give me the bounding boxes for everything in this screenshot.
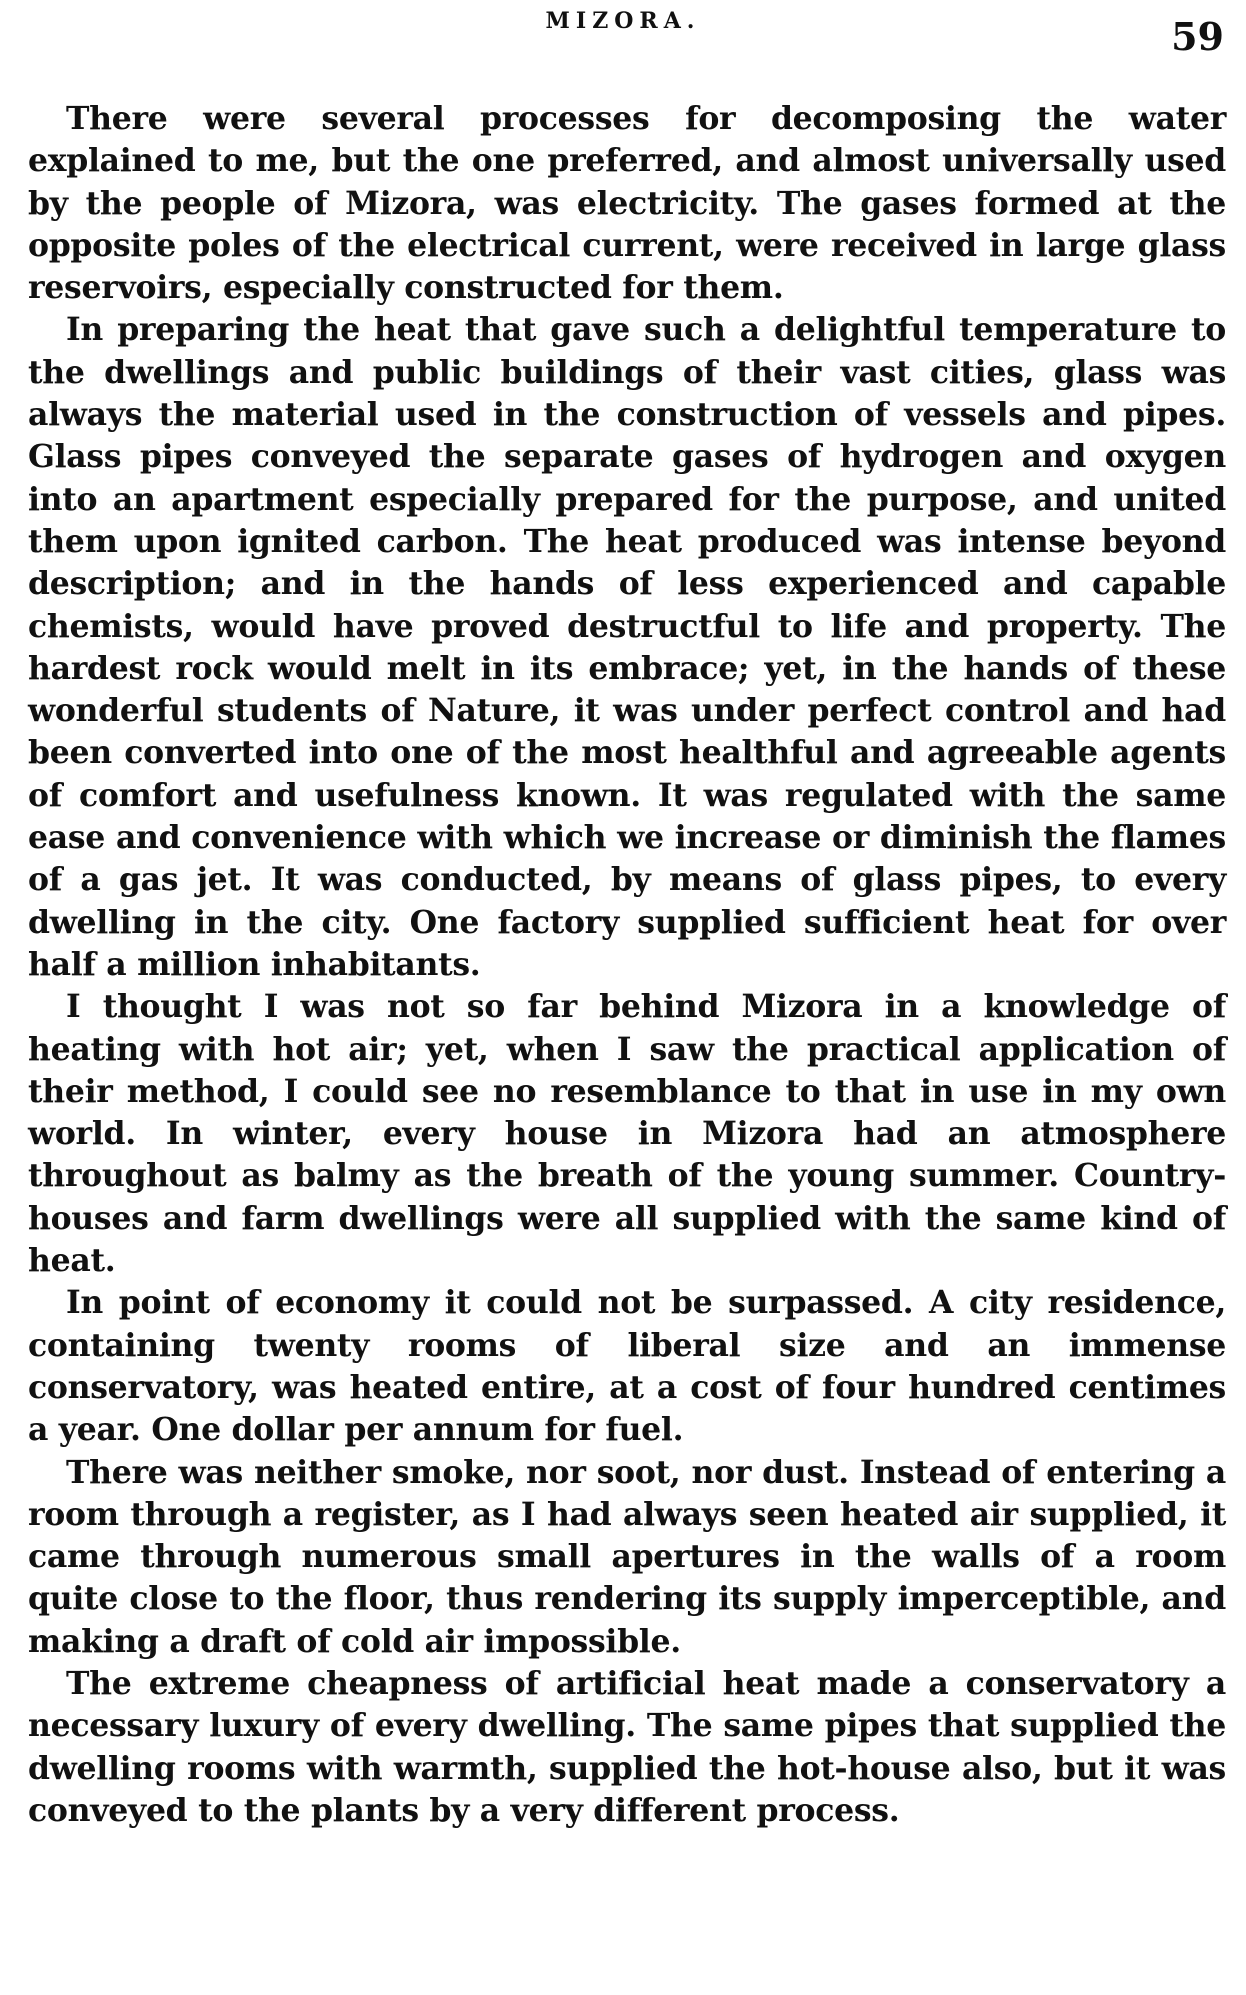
running-title: MIZORA. xyxy=(545,8,701,34)
paragraph: In point of economy it could not be surpassed. A city residence, containing twenty rooms of liberal size and an immense conservatory, was heated entire, at a cost of four hundred centimes a year. One dollar per annum for fuel. xyxy=(28,1284,1226,1449)
paragraph: There was neither smoke, nor soot, nor dust. Instead of entering a room through a register, as I had always seen heated air supplied, it came through numerous small apertures in the walls of a room quite close to the floor, thus rendering its supply imperceptible, and making a draft of cold air impossible. xyxy=(28,1453,1226,1660)
paragraph: I thought I was not so far behind Mizora in a knowledge of heating with hot air; yet, when I saw the practical application of their method, I could see no resemblance to that in use in my own world. In winter, every house in Mizora had an atmosphere throughout as balmy as the breath of the young summer. Country-houses and farm dwellings were all supplied with the same kind of heat. xyxy=(28,988,1226,1280)
body-text xyxy=(28,98,1226,1832)
paragraph: In preparing the heat that gave such a delightful temperature to the dwellings and public buildings of their vast cities, glass was always the material used in the construction of vessels and pipes. Glass pipes conveyed the separate gases of hydrogen and oxygen into an apartment especially prepared for the purpose, and united them upon ignited carbon. The heat produced was intense beyond description; and in the hands of less experienced and capable chemists, would have proved destructful to life and property. The hardest rock would melt in its embrace; yet, in the hands of these wonderful students of Nature, it was under perfect control and had been converted into one of the most healthful and agreeable agents of comfort and usefulness known. It was regulated with the same ease and convenience with which we increase or diminish the flames of a gas jet. It was conducted, by means of glass pipes, to every dwelling in the city. One factory supplied sufficient heat for over half a million inhabitants. xyxy=(28,311,1226,983)
page-number: 59 xyxy=(1171,14,1224,59)
paragraph: The extreme cheapness of artificial heat made a conservatory a necessary luxury of every dwelling. The same pipes that supplied the dwelling rooms with warmth, supplied the hot-house also, but it was conveyed to the plants by a very different process. xyxy=(28,1664,1226,1829)
paragraph: There were several processes for decomposing the water explained to me, but the one preferred, and almost universally used by the people of Mizora, was electricity. The gases formed at the opposite poles of the electrical current, were received in large glass reservoirs, especially constructed for them. xyxy=(28,100,1226,307)
